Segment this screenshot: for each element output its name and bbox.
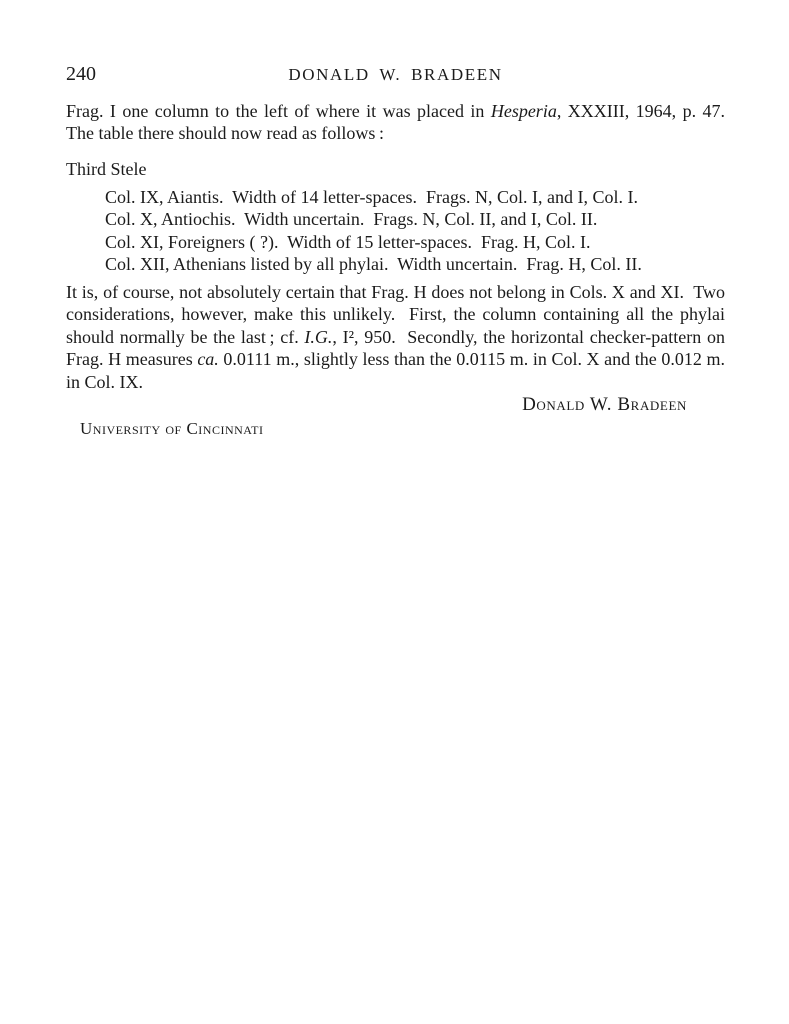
author-affiliation: University of Cincinnati	[80, 419, 264, 438]
intro-text-2: , XXXIII, 1964, p. 47. The table there should now read as follows :	[66, 101, 734, 144]
stele-section-heading: Third Stele	[66, 159, 147, 179]
author-signature: Donald W. Bradeen	[522, 394, 687, 415]
stele-entry-col-xii: Col. XII, Athenians listed by all phylai. Width uncertain. Frag. H, Col. II.	[105, 253, 642, 274]
ca-abbreviation: ca.	[197, 349, 219, 370]
stele-entry-col-ix: Col. IX, Aiantis. Width of 14 letter-spaces. Frags. N, Col. I, and I, Col. I.	[105, 187, 639, 207]
stele-entry-col-xi: Col. XI, Foreigners ( ?). Width of 15 letter-spaces. Frag. H, Col. I.	[105, 231, 591, 252]
stele-entry-col-x: Col. X, Antiochis. Width uncertain. Frags. N, Col. II, and I, Col. II.	[105, 209, 598, 230]
discussion-text-1: It is, of course, not absolutely certain that Frag. H does not belong in Cols. X and XI. Two considerations, however, make this unlikely. First, the column containing all the phylai should normally be the last ; cf.	[66, 282, 730, 347]
discussion-text-3: 0.0111 m., slightly less than the 0.0115 m. in Col. X and the 0.012 m. in Col. IX.	[66, 349, 730, 392]
page-header	[66, 63, 725, 85]
discussion-paragraph	[66, 281, 730, 393]
running-head: DONALD W. BRADEEN	[288, 65, 503, 84]
journal-title: Hesperia	[490, 101, 557, 121]
discussion-text-2: , I², 950. Secondly, the horizontal checker-pattern on Frag. H measures	[66, 326, 730, 370]
intro-paragraph	[66, 100, 734, 145]
page-number: 240	[66, 63, 96, 85]
stele-column-list	[105, 186, 725, 275]
ig-citation: I.G.	[304, 326, 333, 347]
intro-text-1: Frag. I one column to the left of where it was placed in	[66, 101, 491, 121]
